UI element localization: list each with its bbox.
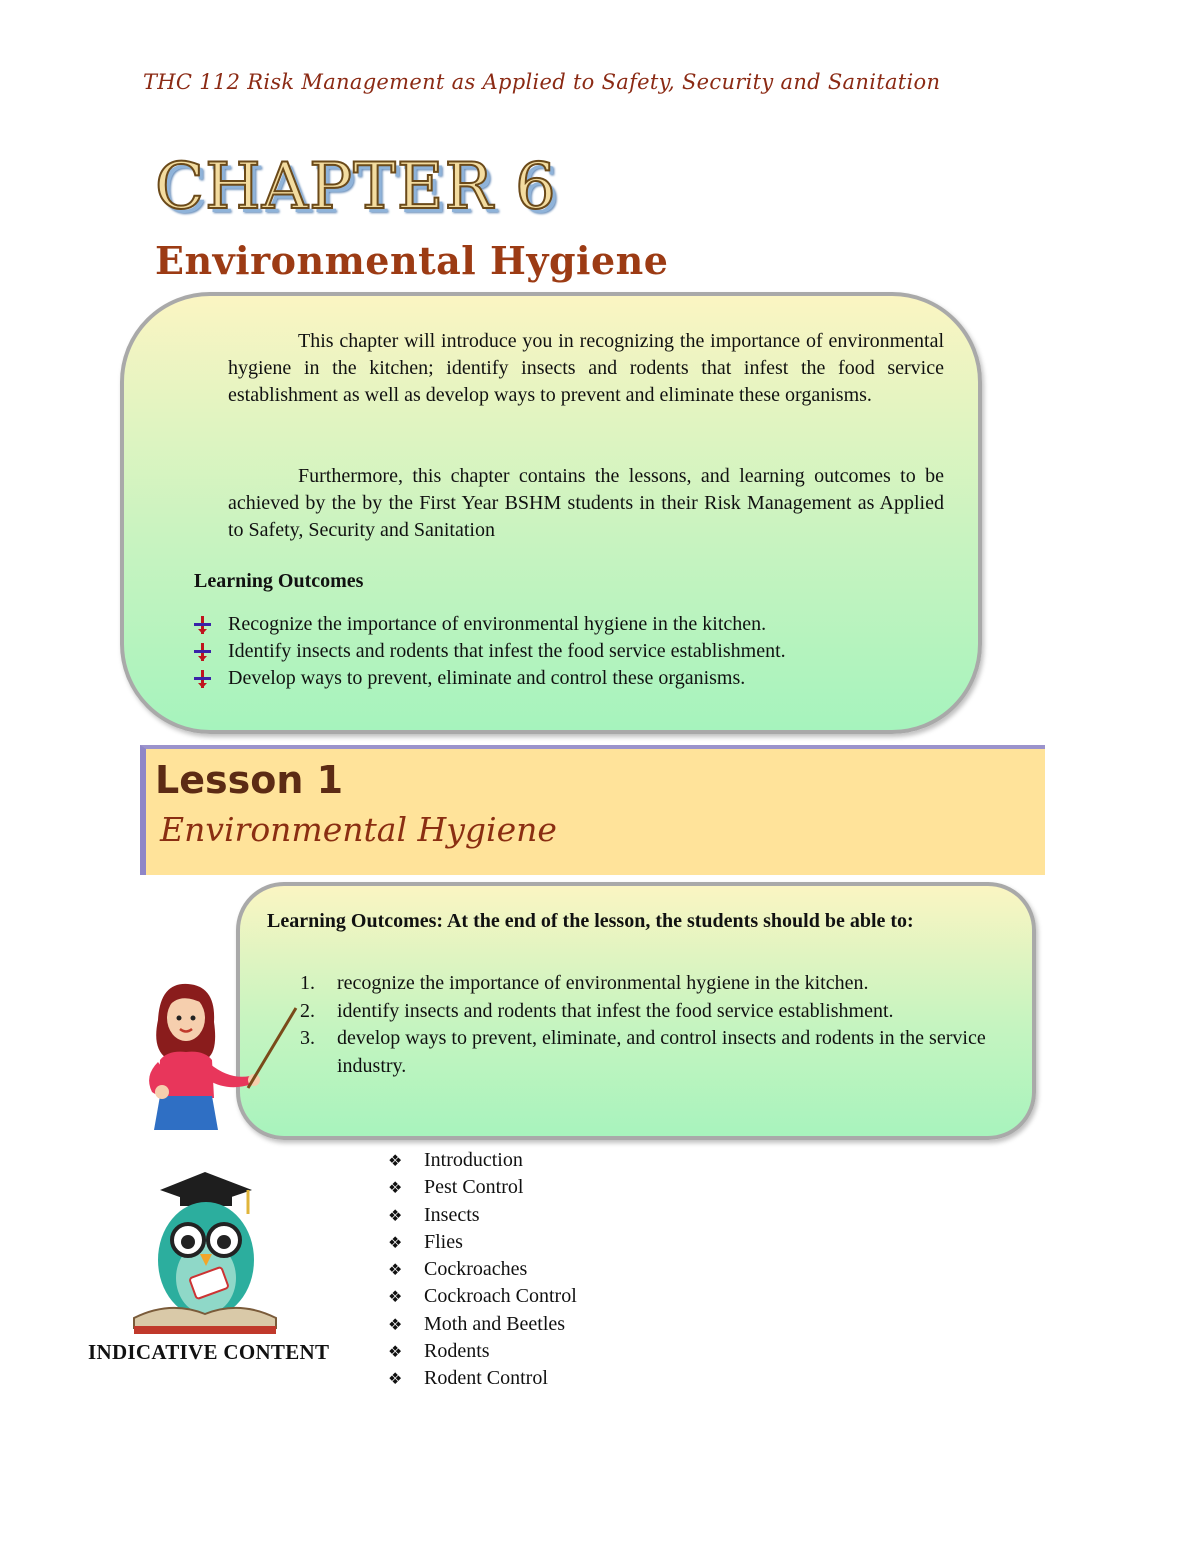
learning-outcomes-heading: Learning Outcomes [194, 570, 364, 592]
item-text: recognize the importance of environmental hygiene in the kitchen. [337, 972, 869, 994]
diamond-bullet-icon: ❖ [388, 1178, 403, 1198]
list-item [388, 1256, 577, 1283]
outcome-text: Develop ways to prevent, eliminate and control these organisms. [228, 667, 746, 689]
outcome-text: Recognize the importance of environmental hygiene in the kitchen. [228, 613, 767, 635]
list-item [388, 1174, 577, 1201]
content-topic: Flies [424, 1230, 463, 1253]
list-item [192, 665, 786, 692]
arrow-cross-bullet-icon [192, 669, 214, 689]
objectives-list [300, 970, 1010, 1080]
indicative-content-label: INDICATIVE CONTENT [88, 1340, 330, 1364]
content-topic: Rodent Control [424, 1367, 548, 1390]
content-topic: Cockroaches [424, 1258, 528, 1281]
diamond-bullet-icon: ❖ [388, 1342, 403, 1362]
arrow-cross-bullet-icon [192, 615, 214, 635]
item-number: 3. [300, 1027, 315, 1049]
list-item [388, 1229, 577, 1256]
item-text: develop ways to prevent, eliminate, and control insects and rodents in the service industry. [337, 1027, 986, 1077]
content-topic: Cockroach Control [424, 1285, 577, 1308]
outcome-text: Identify insects and rodents that infest the food service establishment. [228, 640, 786, 662]
learning-outcomes-list [192, 611, 786, 692]
list-item [388, 1283, 577, 1310]
list-item [300, 998, 1010, 1026]
intro-paragraph-1: This chapter will introduce you in recognizing the importance of environmental hygiene in the kitchen; identify insects and rodents that infest the food service establishment as well as develop ways to prevent and eliminate these organisms. [228, 330, 944, 406]
item-number: 1. [300, 972, 315, 994]
indicative-content-list [388, 1147, 577, 1393]
teacher-illustration [138, 980, 298, 1132]
item-text: identify insects and rodents that infest the food service establishment. [337, 999, 894, 1022]
list-item [300, 1025, 1010, 1080]
intro-paragraph-2: Furthermore, this chapter contains the lessons, and learning outcomes to be achieved by the by the First Year BSHM students in their Risk Management as Applied to Safety, Security and Sanitation [228, 465, 944, 541]
list-item [388, 1147, 577, 1174]
content-topic: Insects [424, 1203, 480, 1226]
chapter-number: CHAPTER 6 [155, 150, 557, 224]
list-item [192, 611, 786, 638]
diamond-bullet-icon: ❖ [388, 1287, 403, 1307]
diamond-bullet-icon: ❖ [388, 1151, 403, 1170]
diamond-bullet-icon: ❖ [388, 1232, 403, 1252]
owl-graduate-illustration [130, 1168, 280, 1338]
diamond-bullet-icon: ❖ [388, 1369, 403, 1389]
list-item [192, 638, 786, 665]
chapter-title: Environmental Hygiene [155, 238, 669, 283]
list-item [388, 1202, 577, 1229]
list-item [300, 970, 1010, 998]
content-topic: Moth and Beetles [424, 1312, 566, 1335]
list-item [388, 1365, 577, 1392]
arrow-cross-bullet-icon [192, 642, 214, 662]
diamond-bullet-icon: ❖ [388, 1260, 403, 1280]
lesson-title: Environmental Hygiene [160, 810, 557, 849]
content-topic: Pest Control [424, 1176, 524, 1199]
objectives-heading: Learning Outcomes: At the end of the lesson, the students should be able to: [267, 910, 914, 932]
content-topic: Introduction [424, 1149, 523, 1171]
list-item [388, 1338, 577, 1365]
content-topic: Rodents [424, 1340, 490, 1363]
diamond-bullet-icon: ❖ [388, 1205, 403, 1225]
lesson-number: Lesson 1 [155, 758, 344, 802]
course-header: THC 112 Risk Management as Applied to Safety, Security and Sanitation [143, 70, 941, 94]
diamond-bullet-icon: ❖ [388, 1314, 403, 1334]
list-item [388, 1311, 577, 1338]
item-number: 2. [300, 999, 315, 1022]
